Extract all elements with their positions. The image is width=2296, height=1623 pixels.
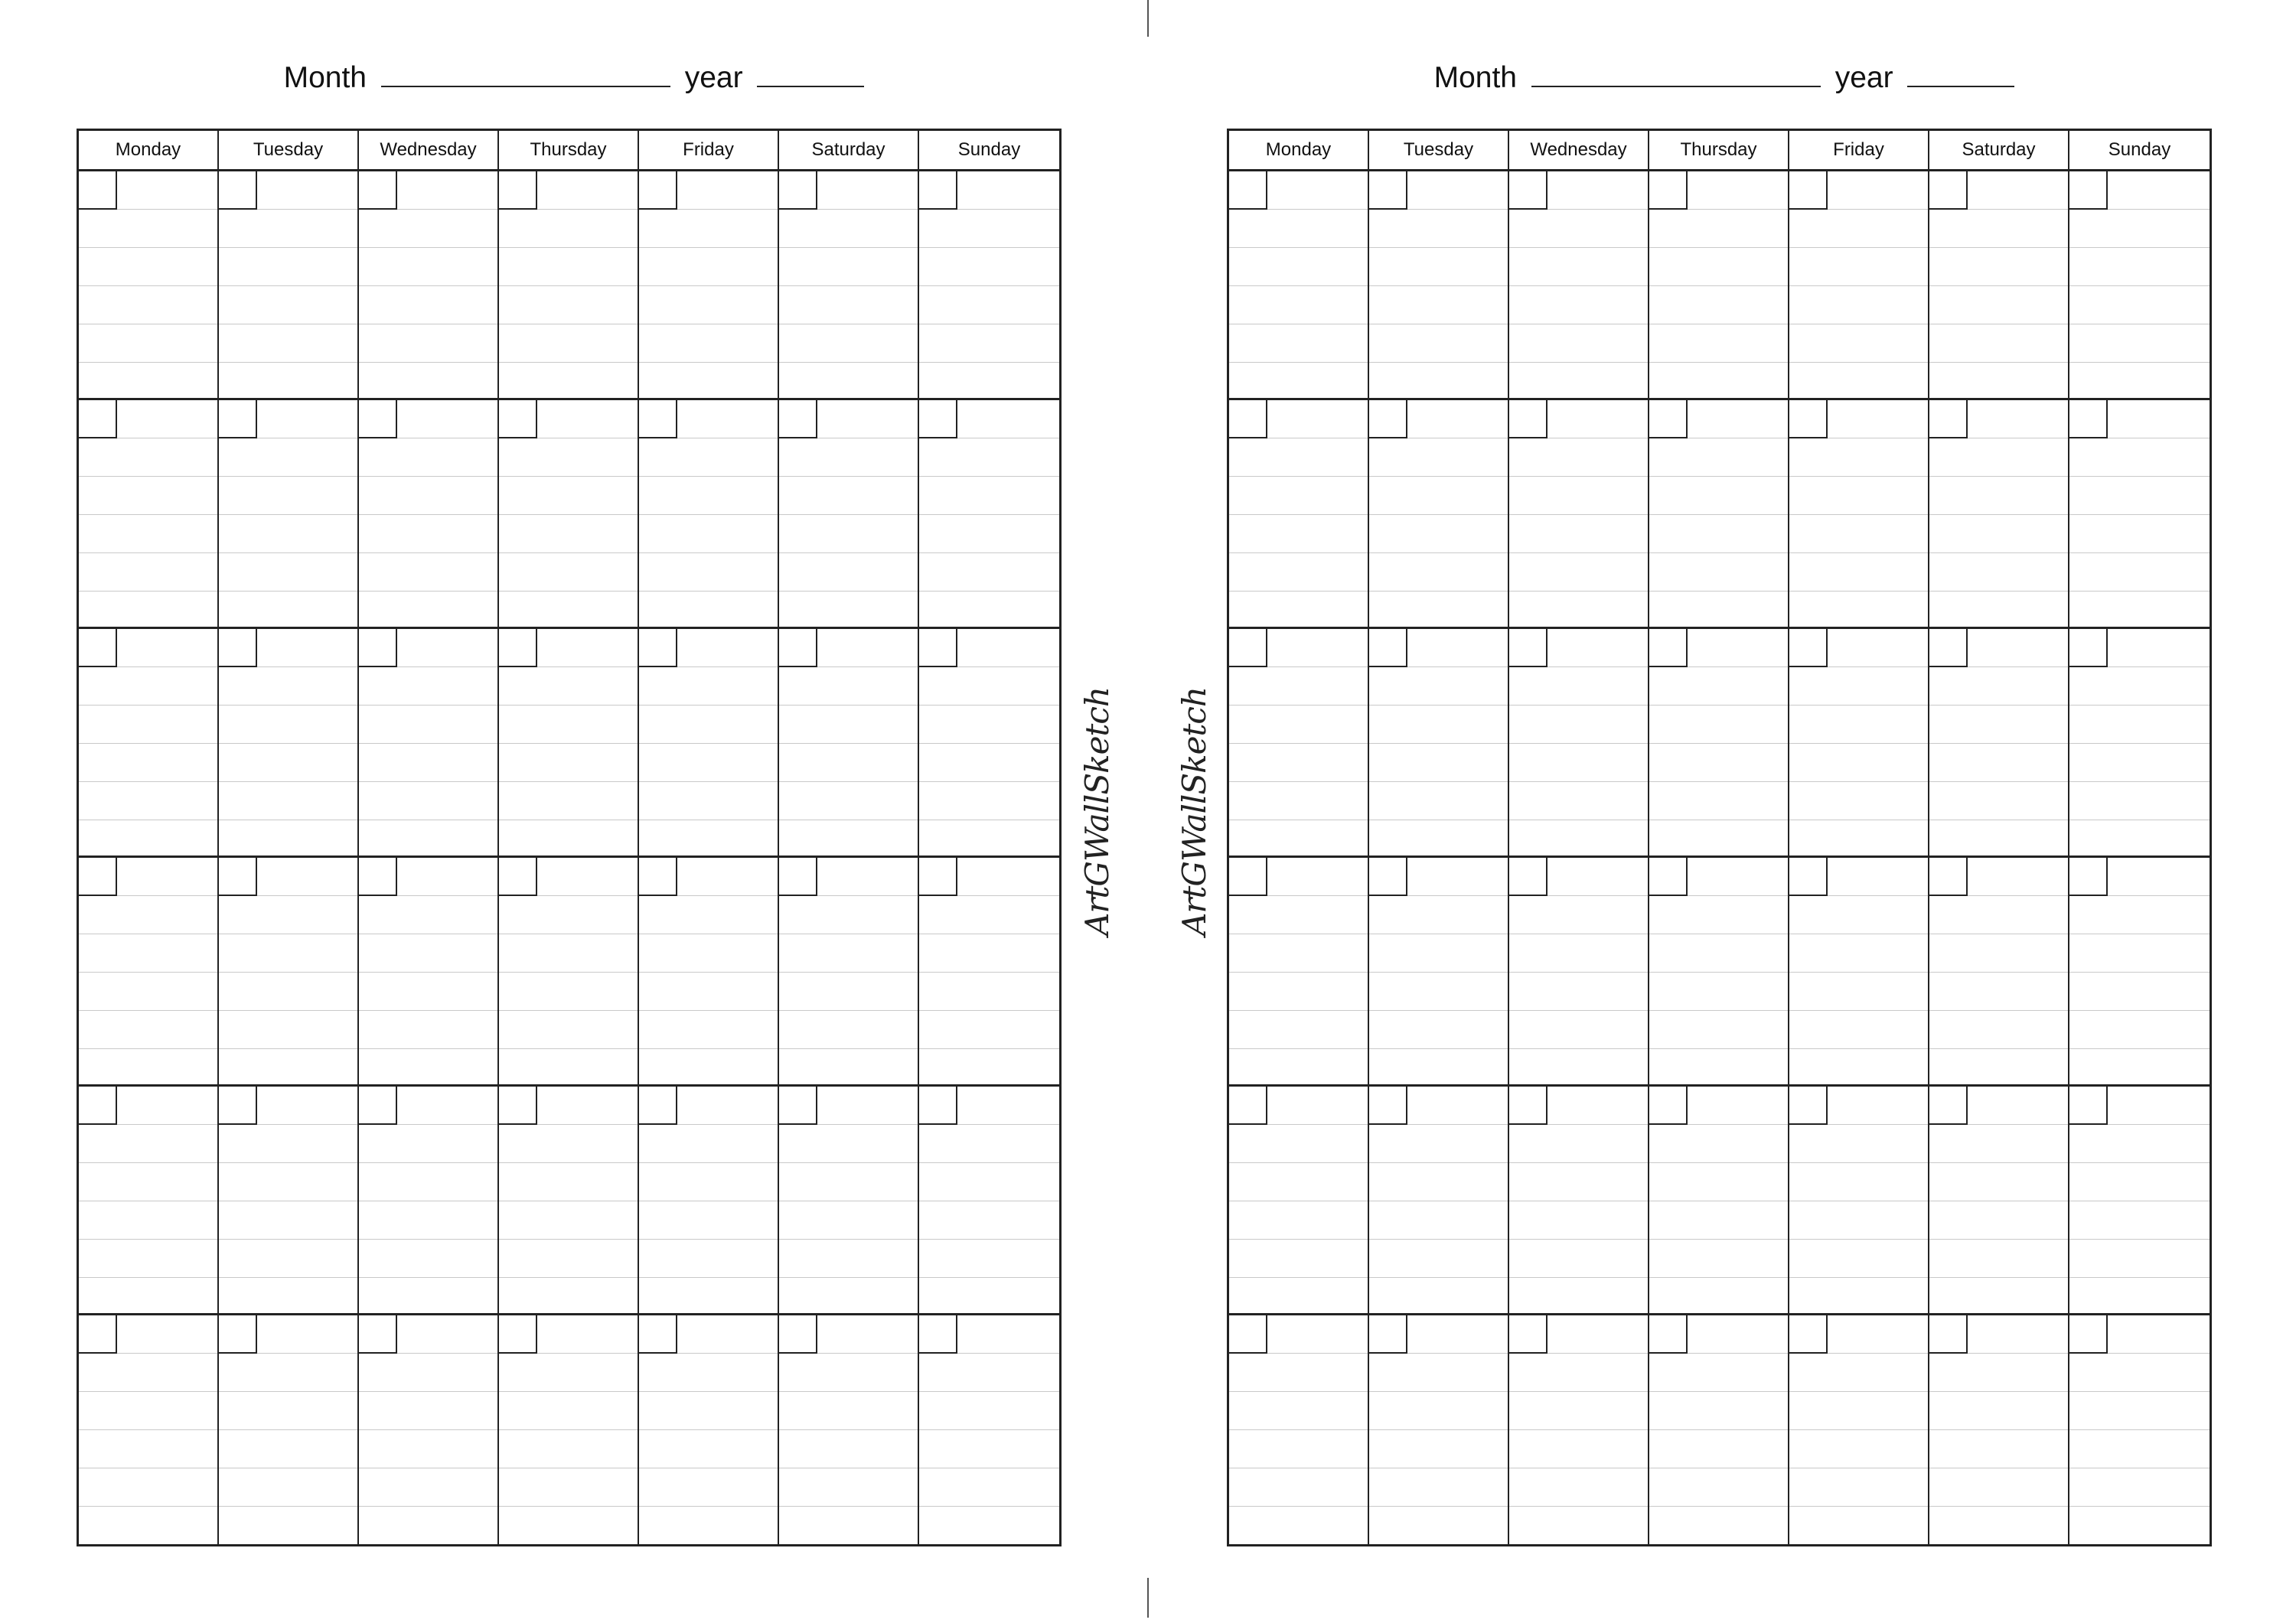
date-number-box — [219, 171, 257, 210]
day-cell — [1649, 400, 1789, 629]
fold-mark-bottom — [1147, 1578, 1149, 1618]
day-cell — [639, 1315, 779, 1544]
weekday-header-monday: Monday — [79, 131, 219, 171]
year-label: year — [684, 61, 743, 94]
date-number-box — [1369, 1315, 1407, 1354]
day-cell — [1649, 171, 1789, 400]
date-number-box — [1649, 629, 1688, 667]
day-cell — [79, 171, 219, 400]
weekday-header-wednesday: Wednesday — [1509, 131, 1649, 171]
day-cell — [1229, 171, 1369, 400]
day-cell — [1789, 1315, 1929, 1544]
date-number-box — [1369, 400, 1407, 438]
date-number-box — [359, 629, 397, 667]
date-number-box — [1369, 629, 1407, 667]
weekday-header-thursday: Thursday — [1649, 131, 1789, 171]
day-cell — [1929, 1087, 2069, 1315]
day-cell — [359, 400, 499, 629]
date-number-box — [1509, 400, 1548, 438]
month-label: Month — [283, 61, 367, 94]
date-number-box — [919, 171, 957, 210]
date-number-box — [1929, 1315, 1968, 1354]
date-number-box — [2069, 629, 2108, 667]
day-cell — [499, 1087, 639, 1315]
calendar-grid — [77, 129, 1062, 1546]
signature-watermark: ArtGWallSketch — [1175, 686, 1213, 936]
day-cell — [499, 629, 639, 858]
date-number-box — [919, 858, 957, 896]
date-number-box — [1929, 171, 1968, 210]
day-cell — [1789, 1087, 1929, 1315]
day-cell — [219, 1087, 359, 1315]
weekday-header-sunday: Sunday — [919, 131, 1059, 171]
day-cell — [1649, 629, 1789, 858]
date-number-box — [639, 1087, 677, 1125]
day-cell — [779, 171, 919, 400]
date-number-box — [1789, 400, 1828, 438]
date-number-box — [1929, 1087, 1968, 1125]
day-cell — [639, 171, 779, 400]
day-cell — [79, 629, 219, 858]
day-cell — [919, 171, 1059, 400]
date-number-box — [1789, 1315, 1828, 1354]
date-number-box — [2069, 171, 2108, 210]
day-cell — [919, 629, 1059, 858]
date-number-box — [919, 629, 957, 667]
day-cell — [79, 400, 219, 629]
date-number-box — [499, 1315, 537, 1354]
fold-mark-top — [1147, 0, 1149, 37]
date-number-box — [1649, 400, 1688, 438]
day-cell — [1789, 629, 1929, 858]
day-cell — [219, 400, 359, 629]
date-number-box — [1929, 400, 1968, 438]
day-cell — [1229, 858, 1369, 1087]
date-number-box — [79, 858, 117, 896]
date-number-box — [2069, 858, 2108, 896]
date-number-box — [1509, 171, 1548, 210]
day-cell — [359, 1087, 499, 1315]
day-cell — [79, 1087, 219, 1315]
day-cell — [1929, 1315, 2069, 1544]
day-cell — [219, 858, 359, 1087]
date-number-box — [1509, 629, 1548, 667]
date-number-box — [2069, 1315, 2108, 1354]
calendar-page-left — [77, 0, 1071, 1623]
weekday-header-friday: Friday — [639, 131, 779, 171]
date-number-box — [1789, 171, 1828, 210]
day-cell — [1369, 400, 1509, 629]
signature-watermark: ArtGWallSketch — [1078, 686, 1116, 936]
weekday-header-tuesday: Tuesday — [1369, 131, 1509, 171]
date-number-box — [2069, 1087, 2108, 1125]
day-cell — [1509, 400, 1649, 629]
day-cell — [1229, 400, 1369, 629]
date-number-box — [219, 1087, 257, 1125]
date-number-box — [359, 1315, 397, 1354]
day-cell — [1789, 171, 1929, 400]
date-number-box — [1369, 171, 1407, 210]
weekday-header-saturday: Saturday — [1929, 131, 2069, 171]
date-number-box — [1649, 1315, 1688, 1354]
date-number-box — [1929, 858, 1968, 896]
day-cell — [499, 171, 639, 400]
day-cell — [1789, 858, 1929, 1087]
date-number-box — [1789, 858, 1828, 896]
day-cell — [359, 1315, 499, 1544]
date-number-box — [1509, 1315, 1548, 1354]
date-number-box — [1649, 171, 1688, 210]
day-cell — [2069, 858, 2210, 1087]
year-label: year — [1835, 61, 1893, 94]
weekday-header-monday: Monday — [1229, 131, 1369, 171]
date-number-box — [359, 400, 397, 438]
day-cell — [1649, 1315, 1789, 1544]
day-cell — [359, 858, 499, 1087]
date-number-box — [779, 400, 817, 438]
day-cell — [1509, 629, 1649, 858]
day-cell — [1229, 629, 1369, 858]
date-number-box — [1509, 1087, 1548, 1125]
date-number-box — [919, 1087, 957, 1125]
date-number-box — [1229, 400, 1267, 438]
day-cell — [499, 400, 639, 629]
date-number-box — [779, 1315, 817, 1354]
weekday-header-thursday: Thursday — [499, 131, 639, 171]
month-label: Month — [1433, 61, 1517, 94]
weekday-header-saturday: Saturday — [779, 131, 919, 171]
date-number-box — [919, 1315, 957, 1354]
date-number-box — [499, 629, 537, 667]
date-number-box — [1649, 1087, 1688, 1125]
day-cell — [219, 629, 359, 858]
date-number-box — [1229, 1315, 1267, 1354]
day-cell — [639, 400, 779, 629]
date-number-box — [1229, 858, 1267, 896]
date-number-box — [359, 858, 397, 896]
day-cell — [1369, 629, 1509, 858]
date-number-box — [1929, 629, 1968, 667]
weekday-header-sunday: Sunday — [2069, 131, 2210, 171]
month-blank — [381, 63, 670, 87]
date-number-box — [219, 858, 257, 896]
date-number-box — [1369, 858, 1407, 896]
calendar-grid — [1227, 129, 2212, 1546]
day-cell — [359, 629, 499, 858]
date-number-box — [919, 400, 957, 438]
date-number-box — [1229, 629, 1267, 667]
date-number-box — [639, 629, 677, 667]
year-blank — [757, 63, 864, 87]
day-cell — [919, 858, 1059, 1087]
day-cell — [779, 1315, 919, 1544]
date-number-box — [639, 1315, 677, 1354]
day-cell — [1509, 858, 1649, 1087]
day-cell — [1649, 858, 1789, 1087]
day-cell — [1929, 400, 2069, 629]
day-cell — [1509, 171, 1649, 400]
day-cell — [1929, 629, 2069, 858]
date-number-box — [79, 400, 117, 438]
date-number-box — [639, 858, 677, 896]
date-number-box — [779, 858, 817, 896]
date-number-box — [1229, 1087, 1267, 1125]
date-number-box — [779, 629, 817, 667]
day-cell — [779, 629, 919, 858]
day-cell — [639, 629, 779, 858]
weekday-header-wednesday: Wednesday — [359, 131, 499, 171]
day-cell — [499, 858, 639, 1087]
day-cell — [1229, 1315, 1369, 1544]
page-title — [1227, 61, 2222, 95]
date-number-box — [79, 629, 117, 667]
date-number-box — [1509, 858, 1548, 896]
date-number-box — [359, 171, 397, 210]
day-cell — [499, 1315, 639, 1544]
date-number-box — [779, 1087, 817, 1125]
day-cell — [779, 1087, 919, 1315]
date-number-box — [79, 171, 117, 210]
date-number-box — [499, 858, 537, 896]
date-number-box — [219, 1315, 257, 1354]
month-blank — [1531, 63, 1821, 87]
day-cell — [79, 858, 219, 1087]
day-cell — [1369, 1315, 1509, 1544]
day-cell — [219, 1315, 359, 1544]
date-number-box — [79, 1087, 117, 1125]
date-number-box — [779, 171, 817, 210]
page-title — [77, 61, 1071, 95]
day-cell — [1369, 171, 1509, 400]
date-number-box — [79, 1315, 117, 1354]
day-cell — [2069, 1315, 2210, 1544]
date-number-box — [219, 400, 257, 438]
date-number-box — [499, 1087, 537, 1125]
day-cell — [1929, 858, 2069, 1087]
weekday-header-tuesday: Tuesday — [219, 131, 359, 171]
day-cell — [1509, 1087, 1649, 1315]
day-cell — [2069, 629, 2210, 858]
day-cell — [779, 858, 919, 1087]
day-cell — [1229, 1087, 1369, 1315]
date-number-box — [359, 1087, 397, 1125]
day-cell — [79, 1315, 219, 1544]
day-cell — [359, 171, 499, 400]
date-number-box — [1229, 171, 1267, 210]
year-blank — [1907, 63, 2014, 87]
date-number-box — [1789, 1087, 1828, 1125]
day-cell — [1509, 1315, 1649, 1544]
day-cell — [639, 1087, 779, 1315]
day-cell — [1929, 171, 2069, 400]
day-cell — [2069, 171, 2210, 400]
date-number-box — [499, 171, 537, 210]
day-cell — [1789, 400, 1929, 629]
day-cell — [919, 1087, 1059, 1315]
day-cell — [2069, 400, 2210, 629]
date-number-box — [639, 400, 677, 438]
day-cell — [1649, 1087, 1789, 1315]
date-number-box — [2069, 400, 2108, 438]
day-cell — [919, 1315, 1059, 1544]
day-cell — [1369, 1087, 1509, 1315]
day-cell — [779, 400, 919, 629]
weekday-header-friday: Friday — [1789, 131, 1929, 171]
date-number-box — [1649, 858, 1688, 896]
calendar-page-right — [1227, 0, 2222, 1623]
date-number-box — [1789, 629, 1828, 667]
date-number-box — [499, 400, 537, 438]
day-cell — [2069, 1087, 2210, 1315]
day-cell — [639, 858, 779, 1087]
day-cell — [219, 171, 359, 400]
day-cell — [919, 400, 1059, 629]
day-cell — [1369, 858, 1509, 1087]
date-number-box — [639, 171, 677, 210]
date-number-box — [1369, 1087, 1407, 1125]
date-number-box — [219, 629, 257, 667]
